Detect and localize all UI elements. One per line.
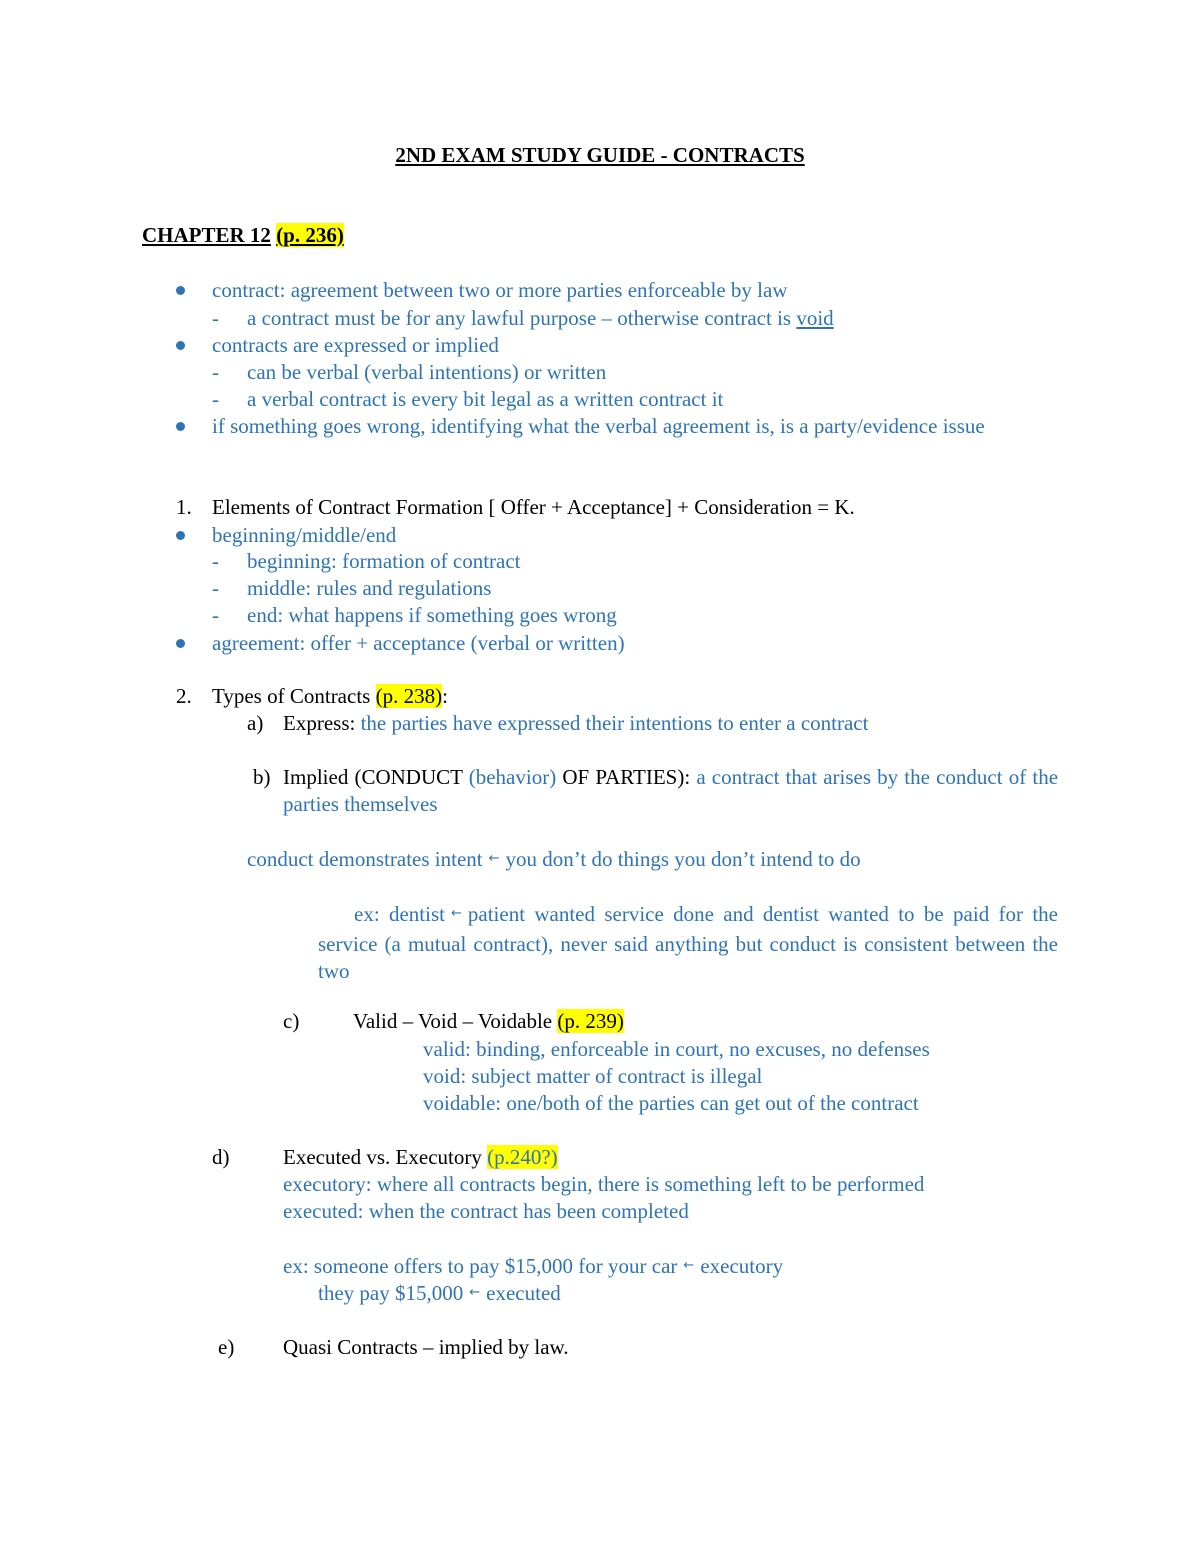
executed-definition: executed: when the contract has been completed — [283, 1199, 689, 1223]
bullet-beginning-middle-end: beginning/middle/end — [212, 523, 397, 547]
implied-definition: a contract that arises by the conduct of the parties themselves — [283, 765, 1059, 816]
implied-label-end: OF PARTIES): — [556, 765, 691, 789]
elements-of-contract-formation: Elements of Contract Formation [ Offer + Acceptance] + Consideration = K. — [212, 495, 855, 519]
implied-label: Implied (CONDUCT — [283, 765, 469, 789]
express-label: Express: — [283, 711, 356, 735]
valid-definition: valid: binding, enforceable in court, no excuses, no defenses — [423, 1037, 930, 1061]
bullet-icon — [176, 422, 185, 431]
bullet-expressed-implied: contracts are expressed or implied — [212, 333, 499, 357]
dentist-example — [318, 901, 1058, 985]
sub-letter: e) — [218, 1335, 235, 1359]
implied-contract — [283, 764, 1058, 818]
arrow-left-icon: ← — [450, 906, 462, 921]
sub-item-verbal-written: can be verbal (verbal intentions) or written — [247, 360, 607, 384]
car-example-2-left: they pay $15,000 — [318, 1281, 464, 1305]
arrow-left-icon: ← — [469, 1285, 481, 1300]
sub-item-dash: - — [212, 603, 219, 627]
bullet-icon — [176, 341, 185, 350]
sub-item-verbal-legal: a verbal contract is every bit legal as a written contract it — [247, 387, 724, 411]
valid-void-voidable — [353, 1008, 624, 1035]
sub-letter: c) — [283, 1009, 300, 1033]
valid-void-voidable-label: Valid – Void – Voidable — [353, 1009, 558, 1033]
conduct-note-left: conduct demonstrates intent — [247, 847, 483, 871]
sub-item-text: a contract must be for any lawful purpose – otherwise contract is — [247, 306, 797, 330]
implied-behavior: (behavior) — [468, 765, 557, 789]
item-number: 1. — [176, 495, 192, 519]
chapter-label: CHAPTER 12 — [142, 223, 271, 247]
types-of-contracts-heading — [212, 683, 448, 710]
express-definition: the parties have expressed their intentions to enter a contract — [355, 711, 869, 735]
types-page-ref: (p. 238) — [375, 684, 443, 708]
car-example-1 — [283, 1253, 783, 1283]
car-example-2 — [318, 1280, 561, 1310]
sub-letter: d) — [212, 1145, 230, 1169]
executed-label: Executed vs. Executory — [283, 1145, 488, 1169]
bullet-agreement: agreement: offer + acceptance (verbal or written) — [212, 631, 625, 655]
car-example-1-left: ex: someone offers to pay $15,000 for your car — [283, 1254, 678, 1278]
sub-item-dash: - — [212, 549, 219, 573]
bullet-something-goes-wrong: if something goes wrong, identifying what the verbal agreement is, is a party/evidence issue — [212, 414, 985, 438]
types-of-contracts-label: Types of Contracts — [212, 684, 371, 708]
dentist-example-left: ex: dentist — [354, 902, 445, 926]
bullet-icon — [176, 286, 185, 295]
arrow-left-icon: ← — [488, 851, 500, 866]
voidable-definition: voidable: one/both of the parties can get out of the contract — [423, 1091, 919, 1115]
dentist-example-right: patient wanted service done and dentist wanted to be paid for the service (a mutual contract), never said anything but conduct is consistent between the two — [318, 902, 1058, 983]
sub-item-dash: - — [212, 360, 219, 384]
bullet-contract-definition: contract: agreement between two or more parties enforceable by law — [212, 278, 788, 302]
heading-colon: : — [442, 684, 448, 708]
quasi-contracts: Quasi Contracts – implied by law. — [283, 1335, 569, 1359]
sub-item-dash: - — [212, 387, 219, 411]
sub-letter: b) — [253, 765, 271, 789]
sub-item-lawful-purpose — [247, 305, 834, 332]
bullet-icon — [176, 639, 185, 648]
sub-item-middle: middle: rules and regulations — [247, 576, 492, 600]
sub-item-beginning: beginning: formation of contract — [247, 549, 521, 573]
conduct-note — [247, 846, 861, 876]
executed-vs-executory — [283, 1144, 558, 1171]
arrow-left-icon: ← — [683, 1258, 695, 1273]
conduct-note-right: you don’t do things you don’t intend to do — [505, 847, 861, 871]
bullet-icon — [176, 531, 185, 540]
valid-page-ref: (p. 239) — [557, 1009, 624, 1033]
document-title: 2ND EXAM STUDY GUIDE - CONTRACTS — [395, 143, 805, 167]
car-example-2-right: executed — [486, 1281, 561, 1305]
sub-item-dash: - — [212, 306, 219, 330]
sub-item-dash: - — [212, 576, 219, 600]
executed-page-ref: (p.240?) — [487, 1145, 558, 1169]
chapter-page-ref: (p. 236) — [276, 223, 344, 247]
item-number: 2. — [176, 684, 192, 708]
car-example-1-right: executory — [700, 1254, 784, 1278]
chapter-heading — [142, 222, 344, 249]
void-term: void — [796, 306, 834, 330]
void-definition: void: subject matter of contract is illegal — [423, 1064, 763, 1088]
sub-letter: a) — [247, 711, 264, 735]
sub-item-end: end: what happens if something goes wrong — [247, 603, 617, 627]
express-contract — [283, 710, 868, 737]
executory-definition: executory: where all contracts begin, there is something left to be performed — [283, 1172, 925, 1196]
